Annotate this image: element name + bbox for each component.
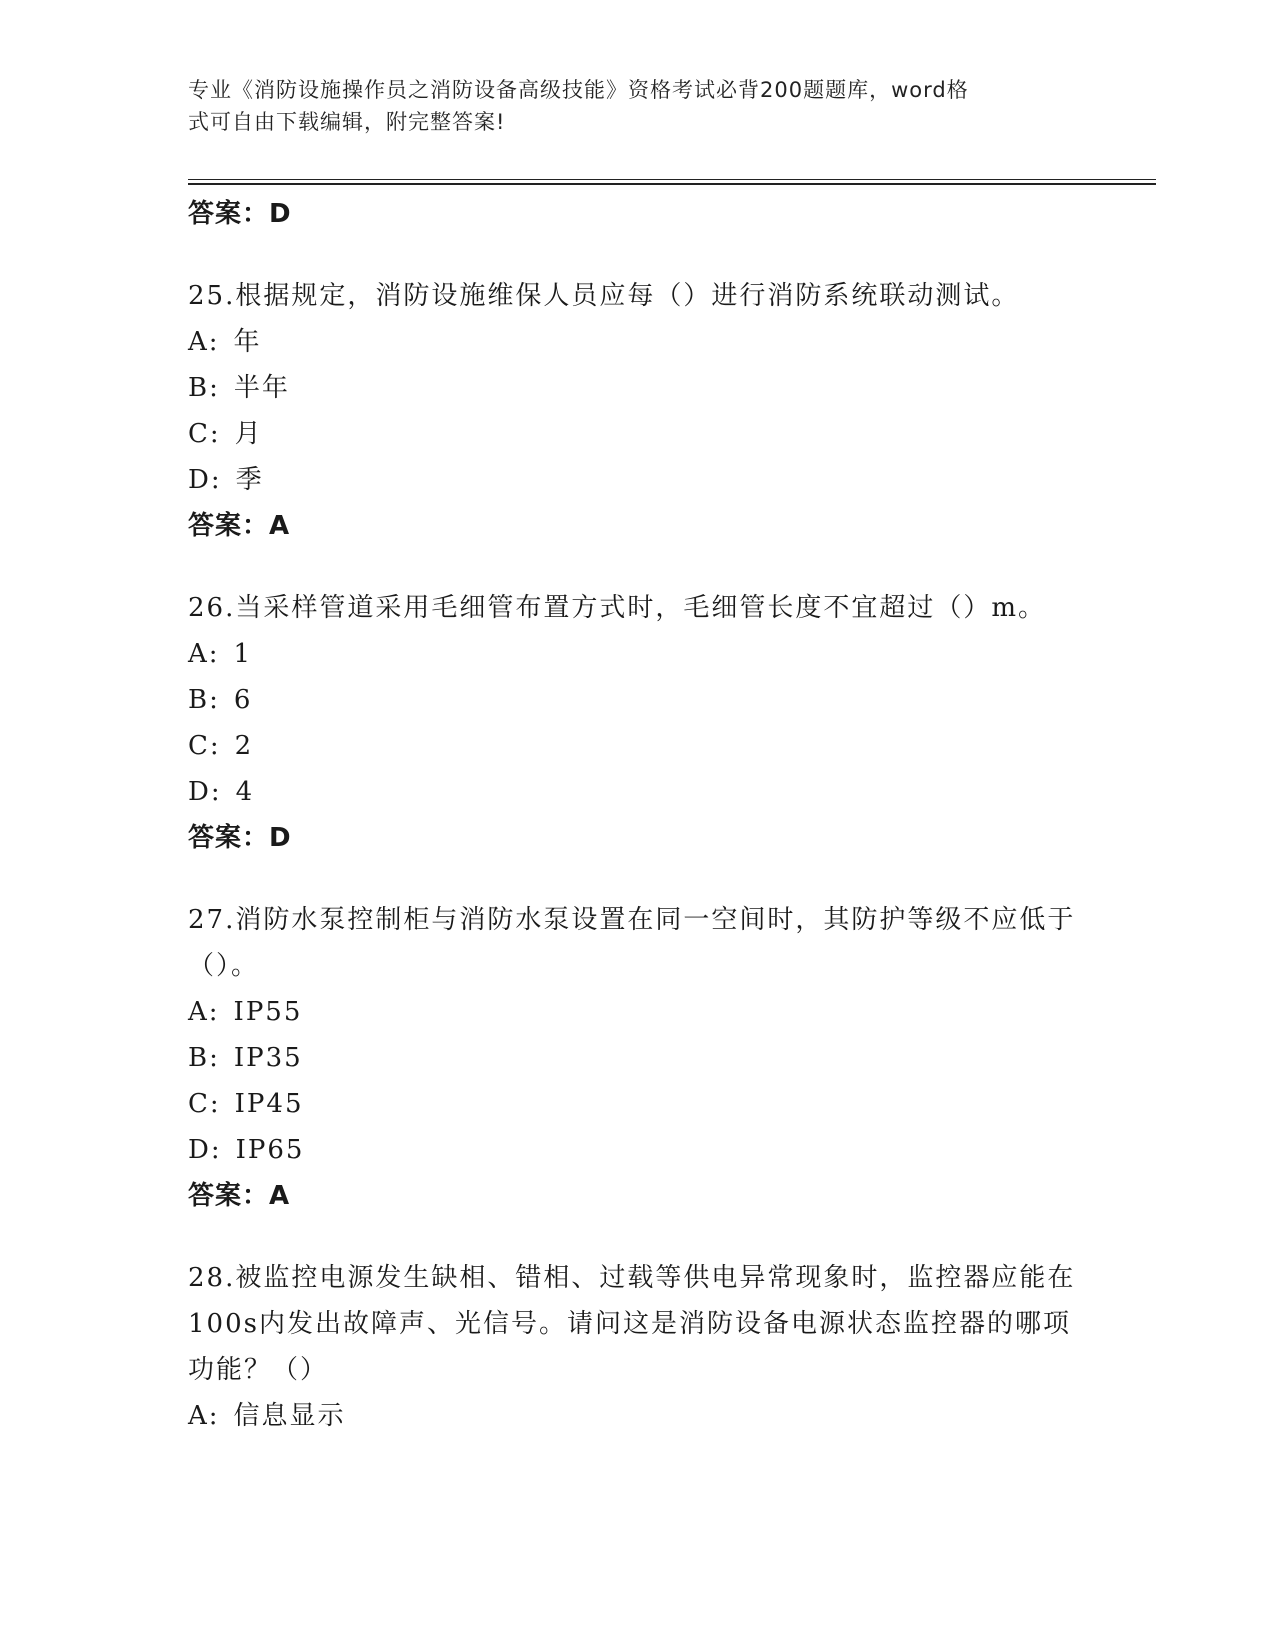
option-key: A: [188, 1401, 220, 1431]
document-header [188, 74, 1068, 138]
option-d [188, 1127, 1088, 1173]
option-key: B: [188, 685, 220, 715]
answer-line: 答案：D [188, 199, 292, 229]
option-a [188, 989, 1088, 1035]
option-c [188, 1081, 1088, 1127]
option-key: C: [188, 1089, 221, 1119]
option-key: D: [188, 777, 222, 807]
option-value: 季 [235, 465, 264, 495]
option-a [188, 1393, 1088, 1439]
answer-line: 答案：D [188, 823, 292, 853]
option-d [188, 457, 1088, 503]
option-key: A: [188, 639, 220, 669]
option-value: 2 [234, 731, 254, 761]
header-line-1: 专业《消防设施操作员之消防设备高级技能》资格考试必背200题题库，word格 [188, 78, 969, 102]
option-value: 4 [235, 777, 255, 807]
option-key: D: [188, 465, 222, 495]
option-value: 1 [233, 639, 253, 669]
option-value: 6 [233, 685, 253, 715]
option-key: B: [188, 373, 220, 403]
header-line-2: 式可自由下载编辑，附完整答案! [188, 110, 506, 134]
answer-line: 答案：A [188, 1181, 291, 1211]
question-28 [188, 1255, 1088, 1439]
option-key: D: [188, 1135, 222, 1165]
option-value: 半年 [233, 373, 290, 403]
option-value: 信息显示 [233, 1401, 346, 1431]
option-key: A: [188, 327, 220, 357]
option-value: IP35 [233, 1043, 303, 1073]
option-a [188, 319, 1088, 365]
option-value: 月 [234, 419, 263, 449]
header-divider-thin [188, 179, 1156, 180]
header-divider-thick [188, 183, 1156, 185]
question-text: 28.被监控电源发生缺相、错相、过载等供电异常现象时，监控器应能在100s内发出故障声、光信号。请问这是消防设备电源状态监控器的哪项功能？（） [188, 1263, 1076, 1385]
question-27 [188, 897, 1088, 1219]
answer-line: 答案：A [188, 511, 291, 541]
option-b [188, 677, 1088, 723]
question-text: 26.当采样管道采用毛细管布置方式时，毛细管长度不宜超过（）m。 [188, 593, 1047, 623]
question-list [188, 191, 1088, 1439]
question-25 [188, 273, 1088, 549]
option-value: 年 [233, 327, 262, 357]
option-key: B: [188, 1043, 220, 1073]
option-value: IP55 [233, 997, 303, 1027]
option-b [188, 365, 1088, 411]
question-text: 25.根据规定，消防设施维保人员应每（）进行消防系统联动测试。 [188, 281, 1020, 311]
option-a [188, 631, 1088, 677]
question-text: 27.消防水泵控制柜与消防水泵设置在同一空间时，其防护等级不应低于（）。 [188, 905, 1076, 981]
option-d [188, 769, 1088, 815]
option-c [188, 723, 1088, 769]
option-key: C: [188, 731, 221, 761]
option-b [188, 1035, 1088, 1081]
option-key: C: [188, 419, 221, 449]
question-26 [188, 585, 1088, 861]
option-value: IP45 [234, 1089, 304, 1119]
option-c [188, 411, 1088, 457]
option-value: IP65 [235, 1135, 305, 1165]
option-key: A: [188, 997, 220, 1027]
